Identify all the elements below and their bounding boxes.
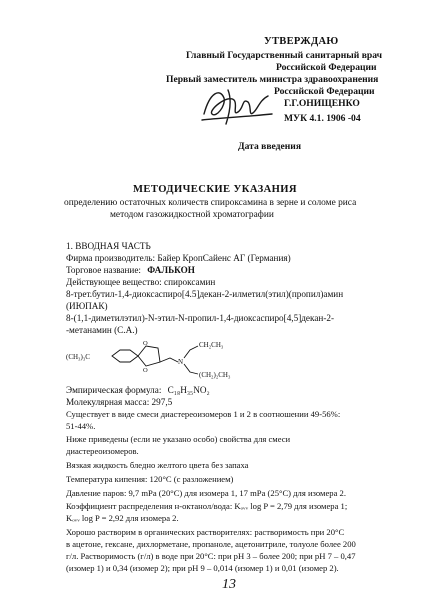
formula-label: Эмпирическая формула: <box>66 385 162 395</box>
date-label: Дата введения <box>238 141 302 152</box>
solubility-line-3: г/л. Растворимость (г/л) в воде при 20°C: при pH 3 – более 200; при pH 7 – 0,47 <box>66 551 356 561</box>
note-line-1: Ниже приведены (если не указано особо) свойства для смеси <box>66 434 291 444</box>
approval-line-3: Первый заместитель министра здравоохранения <box>166 74 379 85</box>
cyclohexane-ring <box>112 350 138 362</box>
solubility-line-2: в ацетоне, гексане, дихлорметане, пропаноле, ацетонитриле, толуоле более 200 <box>66 539 356 549</box>
liquid-description: Вязкая жидкость бледно желтого цвета без запаха <box>66 460 249 470</box>
active-substance-line: Действующее вещество: спироксамин <box>66 277 216 287</box>
ethyl-label: CH₂CH₃ <box>199 341 224 349</box>
section-heading: 1. ВВОДНАЯ ЧАСТЬ <box>66 241 151 251</box>
nitrogen-label: N <box>178 358 184 366</box>
trade-name-line <box>66 265 195 276</box>
document-title: МЕТОДИЧЕСКИЕ УКАЗАНИЯ <box>133 184 297 195</box>
manufacturer-line: Фирма производитель: Байер КропСайенс АГ (Германия) <box>66 253 291 263</box>
ethyl-bond <box>184 346 198 358</box>
approval-heading: УТВЕРЖДАЮ <box>264 36 339 47</box>
approval-line-1: Главный Государственный санитарный врач <box>186 50 383 61</box>
isomers-line-1: Существует в виде смеси диастереоизомеров 1 и 2 в соотношении 49-56%: <box>66 409 341 419</box>
formula-value: C₁₈H₃₅NO₂ <box>167 385 210 395</box>
cas-name-1: 8-(1,1-диметилэтил)-N-этил-N-пропил-1,4-диоксаспиро[4,5]декан-2- <box>66 313 335 323</box>
note-line-2: диастереоизомеров. <box>66 446 139 456</box>
iupac-name-1: 8-трет.бутил-1,4-диоксаспиро[4.5]декан-2-илметил(этил)(пропил)амин <box>66 289 344 299</box>
partition-line-1: Коэффициент распределения н-октанол/вода: Kₒᵥᵥ log P = 2,79 для изомера 1; <box>66 501 348 511</box>
boiling-point: Температура кипения: 120°С (с разложением) <box>66 474 234 484</box>
partition-line-2: Kₒᵥᵥ log P = 2,92 для изомера 2. <box>66 513 179 523</box>
oxygen-bottom: O <box>143 367 148 374</box>
approval-line-2: Российской Федерации <box>276 62 377 73</box>
propyl-bond <box>184 364 198 374</box>
tbutyl-label: (CH₃)₃C <box>66 353 90 361</box>
oxygen-top: O <box>143 340 148 347</box>
solubility-line-1: Хорошо растворим в органических растворителях: растворимость при 20°C <box>66 527 345 537</box>
approval-line-4: Российской Федерации <box>274 86 375 97</box>
formula-line <box>66 385 210 396</box>
methylene-bond <box>160 358 178 362</box>
title-subline-2: методом газожидкостной хроматографии <box>110 210 274 220</box>
dioxolane-ring <box>138 346 160 366</box>
document-number: МУК 4.1. 1906 -04 <box>284 113 361 124</box>
title-subline-1: определению остаточных количеств спироксамина в зерне и соломе риса <box>64 198 357 208</box>
page-number: 13 <box>222 577 236 592</box>
propyl-label: (CH₂)₂CH₃ <box>199 371 231 379</box>
solubility-line-4: (изомер 1) и 0,34 (изомер 2); при pH 9 – 0,014 (изомер 1) и 0,01 (изомер 2). <box>66 563 339 573</box>
vapor-pressure: Давление паров: 9,7 mPa (20°C) для изомера 1, 17 mPa (25°C) для изомера 2. <box>66 488 346 498</box>
molecule-bonds <box>112 346 198 374</box>
signature-image <box>198 84 276 126</box>
trade-name-label: Торговое название: <box>66 265 141 275</box>
iupac-name-2: (ИЮПАК) <box>66 301 108 311</box>
cas-name-2: -метанамин (C.A.) <box>66 325 138 335</box>
approval-name: Г.Г.ОНИЩЕНКО <box>284 98 360 109</box>
structural-formula <box>66 332 256 380</box>
signature-stroke <box>202 90 272 124</box>
isomers-line-2: 51-44%. <box>66 421 96 431</box>
trade-name-value: ФАЛЬКОН <box>147 265 195 275</box>
molecular-mass: Молекулярная масса: 297,5 <box>66 397 173 407</box>
